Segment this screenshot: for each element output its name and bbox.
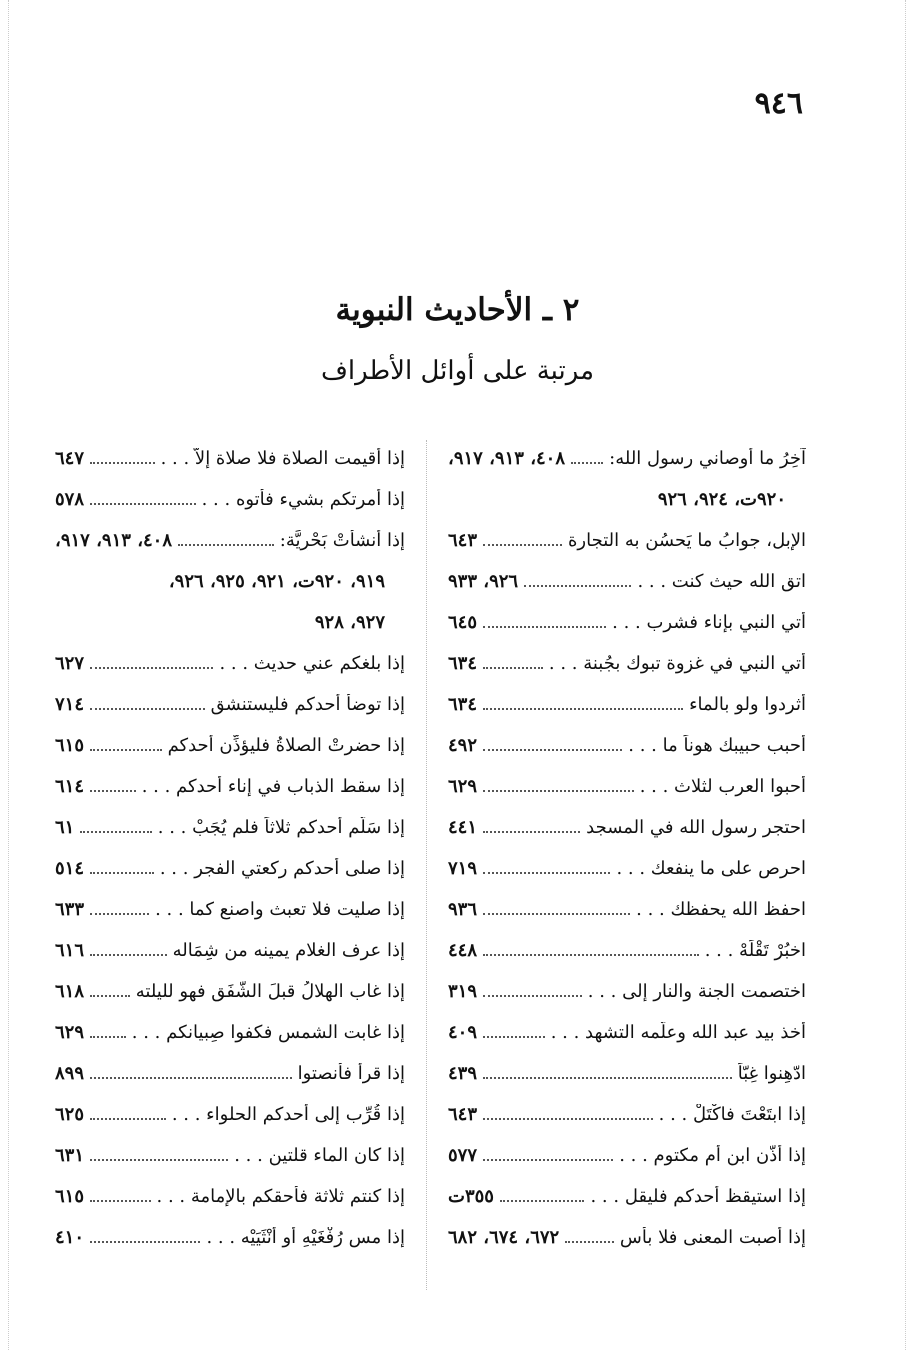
hadith-text: إذا بلغكم عني حديث . . . (219, 653, 405, 674)
page-references: ٧١٩ (448, 858, 478, 879)
index-entry (55, 612, 405, 653)
index-entry (448, 448, 806, 489)
page-references: ٤٤١ (448, 817, 478, 838)
leader-dots (483, 626, 606, 628)
hadith-text: احفظ الله يحفظك . . . (636, 899, 806, 920)
hadith-text: إذا حضرتْ الصلاةُ فليؤذِّن أحدكم (167, 735, 405, 756)
leader-dots (90, 954, 167, 956)
page-references: ٦٢٩ (448, 776, 478, 797)
leader-dots (90, 1159, 228, 1161)
leader-dots (483, 913, 630, 915)
leader-dots (565, 1241, 614, 1243)
index-entry (448, 776, 806, 817)
column-gutter (426, 440, 428, 1290)
hadith-text: إذا أُقيمت الصلاة فلا صلاة إلاّ . . . (160, 448, 405, 469)
hadith-text: إذا سقط الذباب في إناء أحدكم . . . (141, 776, 405, 797)
index-entry (448, 817, 806, 858)
leader-dots (483, 1036, 545, 1038)
leader-dots (90, 1036, 126, 1038)
index-entry (448, 899, 806, 940)
hadith-text: إذا صلى أحدكم ركعتي الفجر . . . (159, 858, 405, 879)
index-entry (448, 1145, 806, 1186)
index-entry (55, 653, 405, 694)
hadith-text: إذا توضأ أحدكم فليستنشق (210, 694, 405, 715)
leader-dots (483, 790, 634, 792)
hadith-text: أثردوا ولو بالماء (689, 694, 806, 715)
index-entry (55, 448, 405, 489)
hadith-text: إذا غابت الشمس فكفوا صِبيانكم . . . (131, 1022, 405, 1043)
hadith-text: إذا أمرتكم بشيء فأتوه . . . (201, 489, 405, 510)
index-entry (55, 1104, 405, 1145)
page-references: ٥١٤ (55, 858, 85, 879)
leader-dots (178, 544, 274, 546)
page-references: ٦١٦ (55, 940, 85, 961)
page-references: ٦٤٣ (448, 1104, 478, 1125)
page-references: ٤٩٢ (448, 735, 478, 756)
margin-rule-left (8, 0, 10, 1350)
leader-dots (90, 790, 136, 792)
hadith-text: اتق الله حيث كنت . . . (637, 571, 806, 592)
page-references: ٦٣١ (55, 1145, 85, 1166)
page-references: ٦٧٢، ٦٧٤، ٦٨٢ (448, 1227, 560, 1248)
page-title: ٢ ـ الأحاديث النبوية (335, 292, 580, 328)
hadith-text: اخبُرْ تَقْلَهْ . . . (704, 940, 806, 961)
page-references: ٦٢٩ (55, 1022, 85, 1043)
page-references: ٧١٤ (55, 694, 85, 715)
leader-dots (483, 1077, 732, 1079)
page-references: ٦١٥ (55, 1186, 85, 1207)
hadith-text: أخذ بيد عبد الله وعلّمه التشهد . . . (550, 1022, 806, 1043)
index-entry (448, 1227, 806, 1268)
hadith-text: إذا عرف الغلام يمينه من شِمَاله (172, 940, 405, 961)
hadith-text: أحبب حبيبك هوناً ما . . . (628, 735, 806, 756)
page-references: ٦٣٤ (448, 694, 478, 715)
hadith-text: إذا غاب الهلالُ قبلَ الشَّفَق فهو لليلته (135, 981, 405, 1002)
page-references: ٤١٠ (55, 1227, 85, 1248)
page-references: ٦٢٥ (55, 1104, 85, 1125)
leader-dots (90, 462, 155, 464)
index-entry (55, 1227, 405, 1268)
margin-rule-right (905, 0, 907, 1350)
index-entry (448, 981, 806, 1022)
index-entry (448, 1022, 806, 1063)
hadith-text: إذا ابتَعْتَ فاكْتَلْ . . . (658, 1104, 806, 1125)
index-entry (55, 489, 405, 530)
hadith-text: إذا صليت فلا تعبث واصنع كما . . . (155, 899, 405, 920)
hadith-text: إذا قُرِّب إلى أحدكم الحلواء . . . (171, 1104, 405, 1125)
hadith-text: إذا قرأ فأنصتوا (297, 1063, 405, 1084)
index-entry (448, 530, 806, 571)
index-entry (55, 1145, 405, 1186)
index-entry (55, 1186, 405, 1227)
page-references: ٦١٤ (55, 776, 85, 797)
leader-dots (483, 831, 580, 833)
leader-dots (90, 1241, 200, 1243)
leader-dots (90, 872, 154, 874)
index-entry (55, 571, 405, 612)
page-references: ٤٠٨، ٩١٣، ٩١٧، (448, 448, 566, 469)
index-entry (448, 612, 806, 653)
page-references: ٥٧٨ (55, 489, 85, 510)
hadith-text: اختصمت الجنة والنار إلى . . . (587, 981, 806, 1002)
index-entry (55, 981, 405, 1022)
index-entry (55, 776, 405, 817)
leader-dots (483, 1159, 613, 1161)
index-entry (448, 1186, 806, 1227)
index-entry (448, 858, 806, 899)
page-references: ٦١ (55, 817, 75, 838)
index-entry (55, 899, 405, 940)
page-references: ٦١٥ (55, 735, 85, 756)
hadith-text: أُتي النبي بإناء فشرب . . . (612, 612, 806, 633)
page-references: ٤٤٨ (448, 940, 478, 961)
leader-dots (90, 995, 130, 997)
leader-dots (483, 749, 622, 751)
hadith-text: إذا أنشأتْ بَحْرِيَّة: (279, 530, 405, 551)
leader-dots (90, 913, 149, 915)
hadith-text: إذا أصبت المعنى فلا بأس (619, 1227, 806, 1248)
leader-dots (90, 708, 205, 710)
page-references: ٦١٨ (55, 981, 85, 1002)
leader-dots (90, 1077, 292, 1079)
page-references: ٤٠٨، ٩١٣، ٩١٧، (55, 530, 173, 551)
page-references: ٦٤٣ (448, 530, 478, 551)
index-column-right (448, 448, 806, 1288)
leader-dots (90, 503, 196, 505)
page-references: ٤٠٩ (448, 1022, 478, 1043)
leader-dots (571, 462, 603, 464)
page-references: ٩٢٠ت، ٩٢٤، ٩٢٦ (657, 489, 786, 510)
page-references: ٩٢٦، ٩٣٣ (448, 571, 519, 592)
leader-dots (483, 872, 610, 874)
index-entry (448, 735, 806, 776)
leader-dots (483, 995, 582, 997)
index-entry (448, 1104, 806, 1145)
leader-dots (90, 1118, 166, 1120)
page-subtitle: مرتبة على أوائل الأطراف (320, 356, 595, 386)
page-references: ٨٩٩ (55, 1063, 85, 1084)
index-entry (55, 817, 405, 858)
hadith-text: احرص على ما ينفعك . . . (616, 858, 806, 879)
page-references: ٦٣٤ (448, 653, 478, 674)
hadith-text: أحبوا العرب لثلاث . . . (639, 776, 806, 797)
page-references: ٦٣٣ (55, 899, 85, 920)
page-references: ٩٢٧، ٩٢٨ (314, 612, 385, 633)
index-column-left (55, 448, 405, 1288)
index-entry (448, 489, 806, 530)
hadith-text: إذا كان الماء قلتين . . . (234, 1145, 405, 1166)
index-entry (55, 940, 405, 981)
index-entry (55, 1063, 405, 1104)
leader-dots (483, 708, 683, 710)
hadith-text: إذا كنتم ثلاثة فأحقكم بالإمامة . . . (156, 1186, 405, 1207)
leader-dots (90, 1200, 151, 1202)
leader-dots (524, 585, 631, 587)
index-entry (448, 571, 806, 612)
index-entry (55, 694, 405, 735)
leader-dots (80, 831, 151, 833)
hadith-text: الإبل، جوابُ ما يَحسُن به التجارة (567, 530, 806, 551)
page-references: ٦٤٧ (55, 448, 85, 469)
leader-dots (90, 667, 213, 669)
hadith-text: أُتي النبي في غزوة تبوك بجُبنة . . . (548, 653, 806, 674)
hadith-text: احتجر رسول الله في المسجد (586, 817, 806, 838)
page-references: ٩٣٦ (448, 899, 478, 920)
hadith-text: إذا مس رُفْغَيْهِ أو أُنْثَيَيْه . . . (206, 1227, 405, 1248)
index-entry (448, 653, 806, 694)
page-references: ٥٧٧ (448, 1145, 478, 1166)
page-references: ٣١٩ (448, 981, 478, 1002)
page-number: ٩٤٦ (754, 86, 803, 121)
hadith-text: ادّهِنوا غِبّاً (737, 1063, 806, 1084)
leader-dots (500, 1200, 585, 1202)
index-entry (55, 1022, 405, 1063)
page-references: ٣٥٥ت (448, 1186, 494, 1207)
page-references: ٤٣٩ (448, 1063, 478, 1084)
page-references: ٩١٩، ٩٢٠ت، ٩٢١، ٩٢٥، ٩٢٦، (168, 571, 385, 592)
index-entry (55, 735, 405, 776)
leader-dots (483, 667, 543, 669)
leader-dots (483, 544, 562, 546)
index-entry (448, 940, 806, 981)
hadith-text: آخِرُ ما أوصاني رسول الله: (609, 448, 806, 469)
hadith-text: إذا أذّن ابن أم مكتوم . . . (619, 1145, 806, 1166)
hadith-text: إذا سَلَّم أحدكم ثلاثاً فلم يُجَبْ . . . (157, 817, 405, 838)
index-entry (448, 1063, 806, 1104)
leader-dots (483, 1118, 653, 1120)
leader-dots (90, 749, 162, 751)
leader-dots (483, 954, 699, 956)
index-entry (448, 694, 806, 735)
page-references: ٦٤٥ (448, 612, 478, 633)
index-entry (55, 858, 405, 899)
page-references: ٦٢٧ (55, 653, 85, 674)
hadith-text: إذا استيقظ أحدكم فليقل . . . (590, 1186, 806, 1207)
index-entry (55, 530, 405, 571)
